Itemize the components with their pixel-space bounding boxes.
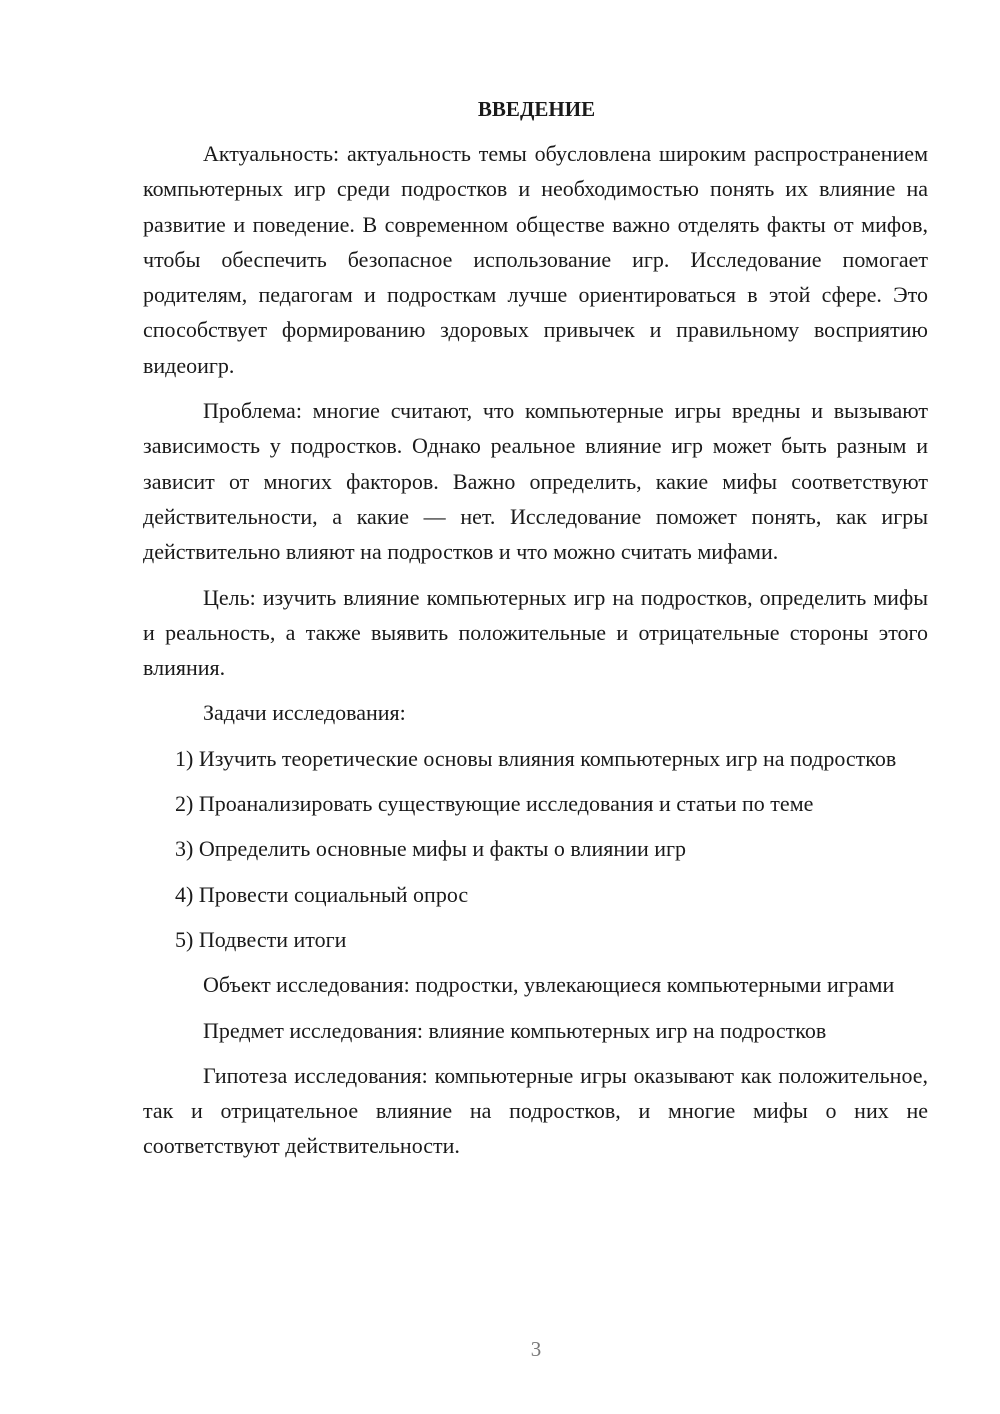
object-paragraph: Объект исследования: подростки, увлекающиеся компьютерными играми — [203, 972, 895, 998]
task-item-4: 4) Провести социальный опрос — [175, 881, 469, 907]
tasks-heading: Задачи исследования: — [203, 700, 406, 726]
relevance-paragraph: Актуальность: актуальность темы обусловлена широким распространением компьютерных игр среди подростков и необходимостью понять их влияние на развитие и поведение. В современном обществе важно отделять факты от мифов, чтобы обеспечить безопасное использование игр. Исследование помогает родителям, педагогам и подросткам лучше ориентироваться в этой сфере. Это способствует формированию здоровых привычек и правильному восприятию видеоигр. — [143, 141, 928, 378]
goal-paragraph: Цель: изучить влияние компьютерных игр на подростков, определить мифы и реальность, а также выявить положительные и отрицательные стороны этого влияния. — [143, 584, 928, 681]
problem-paragraph: Проблема: многие считают, что компьютерные игры вредны и вызывают зависимость у подростков. Однако реальное влияние игр может быть разным и зависит от многих факторов. Важно определить, какие мифы соответствуют действительности, а какие — нет. Исследование поможет понять, как игры действительно влияют на подростков и что можно считать мифами. — [143, 398, 928, 565]
page-content — [143, 92, 928, 1164]
task-item-1: 1) Изучить теоретические основы влияния компьютерных игр на подростков — [175, 745, 897, 771]
task-item-3: 3) Определить основные мифы и факты о влиянии игр — [175, 836, 687, 862]
subject-paragraph: Предмет исследования: влияние компьютерных игр на подростков — [203, 1017, 827, 1043]
hypothesis-paragraph: Гипотеза исследования: компьютерные игры оказывают как положительное, так и отрицательное влияние на подростков, и многие мифы о них не соответствуют действительности. — [143, 1062, 928, 1159]
section-title: ВВЕДЕНИЕ — [477, 97, 596, 121]
task-item-2: 2) Проанализировать существующие исследования и статьи по теме — [175, 791, 814, 817]
page-number: 3 — [530, 1337, 542, 1361]
task-item-5: 5) Подвести итоги — [175, 926, 347, 952]
